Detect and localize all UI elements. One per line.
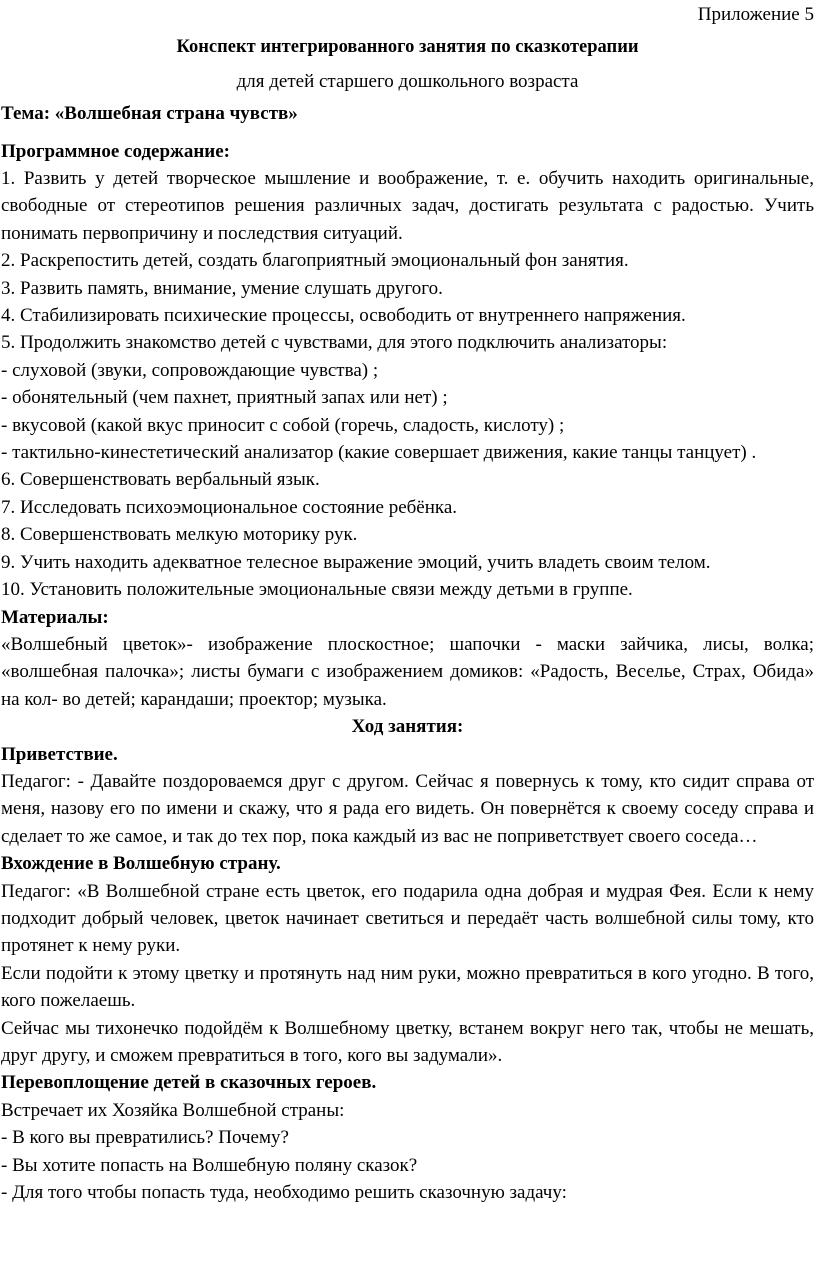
transformation-line: Встречает их Хозяйка Волшебной страны: bbox=[1, 1099, 345, 1121]
materials-heading: Материалы: bbox=[1, 606, 109, 628]
document-subtitle: для детей старшего дошкольного возраста bbox=[236, 71, 579, 92]
greeting-heading: Приветствие. bbox=[1, 743, 118, 765]
program-item: 6. Совершенствовать вербальный язык. bbox=[1, 469, 320, 491]
entry-paragraph: Если подойти к этому цветку и протянуть над ним руки, можно превратиться в кого угодно. В того, кого пожелаешь. bbox=[1, 962, 814, 1012]
program-item: 2. Раскрепостить детей, создать благоприятный эмоциональный фон занятия. bbox=[1, 250, 629, 272]
transformation-line: - Для того чтобы попасть туда, необходимо решить сказочную задачу: bbox=[1, 1182, 567, 1204]
course-heading: Ход занятия: bbox=[351, 716, 464, 738]
program-item: - вкусовой (какой вкус приносит с собой (горечь, сладость, кислоту) ; bbox=[1, 414, 565, 436]
transformation-heading: Перевоплощение детей в сказочных героев. bbox=[1, 1072, 377, 1094]
program-item: - тактильно-кинестетический анализатор (какие совершает движения, какие танцы танцует) . bbox=[1, 442, 757, 464]
document-title: Конспект интегрированного занятия по сказкотерапии bbox=[176, 37, 639, 57]
transformation-line: - В кого вы превратились? Почему? bbox=[1, 1127, 289, 1149]
program-heading: Программное содержание: bbox=[1, 141, 230, 162]
program-item: 5. Продолжить знакомство детей с чувствами, для этого подключить анализаторы: bbox=[1, 332, 668, 354]
appendix-label: Приложение 5 bbox=[697, 4, 814, 25]
program-item: 9. Учить находить адекватное телесное выражение эмоций, учить владеть своим телом. bbox=[1, 551, 711, 573]
program-item: - слуховой (звуки, сопровождающие чувства) ; bbox=[1, 359, 379, 381]
lesson-theme: Тема: «Волшебная страна чувств» bbox=[1, 103, 298, 124]
program-item: 10. Установить положительные эмоциональные связи между детьми в группе. bbox=[1, 579, 633, 601]
greeting-text: Педагог: - Давайте поздороваемся друг с другом. Сейчас я повернусь к тому, кто сидит справа от меня, назову его по имени и скажу, что я рада его видеть. Он повернётся к своему соседу справа и сделает то же самое, и так до тех пор, пока каждый из вас не поприветствует своего соседа… bbox=[1, 770, 814, 847]
program-item: 8. Совершенствовать мелкую моторику рук. bbox=[1, 524, 358, 546]
entry-paragraph: Сейчас мы тихонечко подойдём к Волшебному цветку, встанем вокруг него так, чтобы не мешать, друг другу, и сможем превратиться в того, кого вы задумали». bbox=[1, 1017, 814, 1066]
program-item: 3. Развить память, внимание, умение слушать другого. bbox=[1, 277, 443, 299]
program-item: 1. Развить у детей творческое мышление и воображение, т. е. обучить находить оригинальные, свободные от стереотипов решения различных задач, достигать результата с радостью. Учить понимать первопричину и последствия ситуаций. bbox=[1, 168, 814, 244]
program-item: 4. Стабилизировать психические процессы, освободить от внутреннего напряжения. bbox=[1, 305, 686, 327]
program-item: 7. Исследовать психоэмоциональное состояние ребёнка. bbox=[1, 496, 458, 518]
transformation-line: - Вы хотите попасть на Волшебную поляну сказок? bbox=[1, 1154, 418, 1176]
entry-paragraph: Педагог: «В Волшебной стране есть цветок, его подарила одна добрая и мудрая Фея. Если к нему подходит добрый человек, цветок начинает светиться и передаёт часть волшебной силы тому, кто протянет к нему руки. bbox=[1, 880, 814, 957]
entry-heading: Вхождение в Волшебную страну. bbox=[1, 853, 281, 875]
program-item: - обонятельный (чем пахнет, приятный запах или нет) ; bbox=[1, 387, 448, 409]
materials-text: «Волшебный цветок»- изображение плоскостное; шапочки - маски зайчика, лисы, волка; «волшебная палочка»; листы бумаги с изображением домиков: «Радость, Веселье, Страх, Обида» на кол- во детей; карандаши; проектор; музыка. bbox=[1, 633, 814, 710]
